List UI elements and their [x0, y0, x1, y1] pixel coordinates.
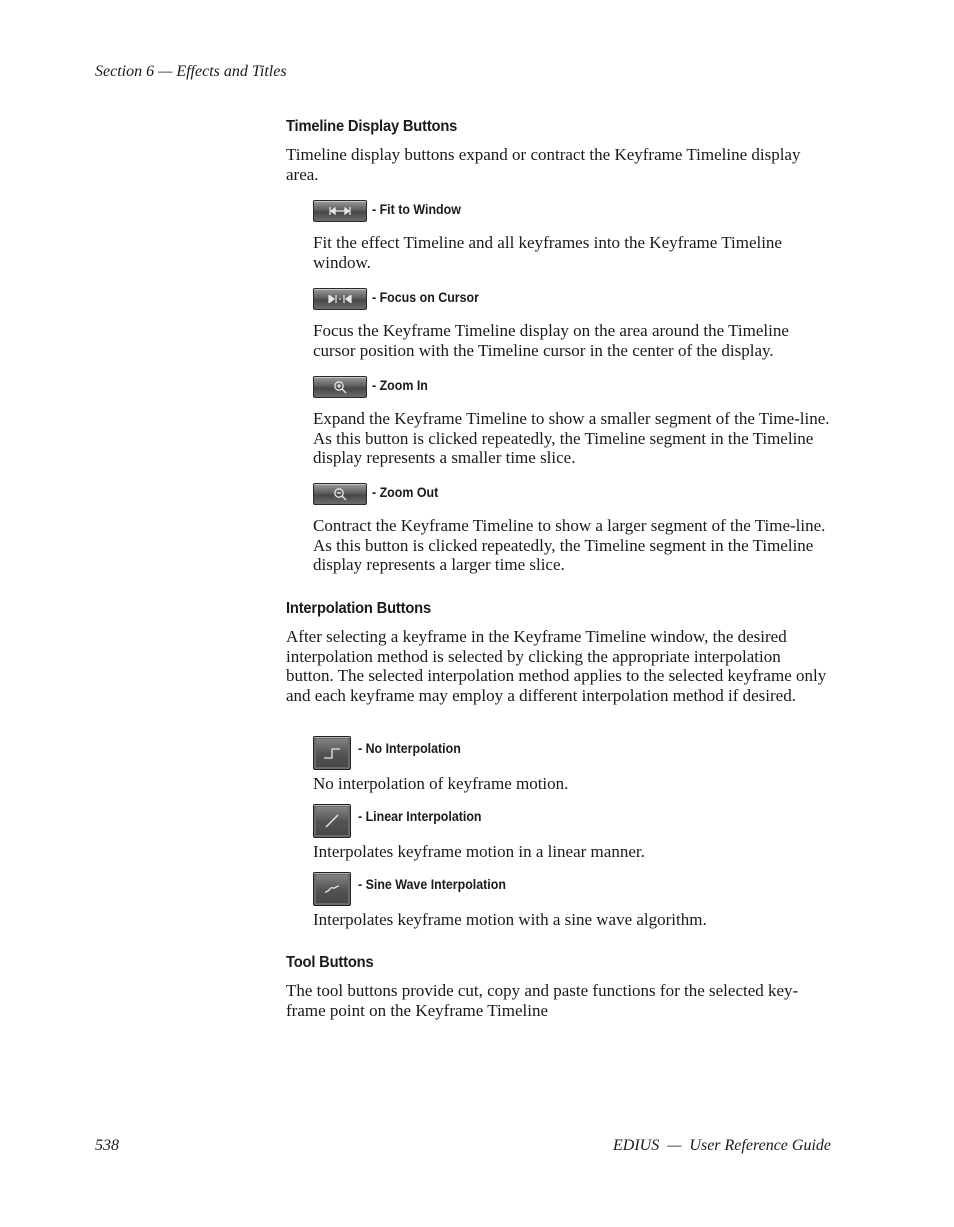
linear-interpolation-button[interactable]: [313, 804, 351, 838]
running-header: Section 6 — Effects and Titles: [95, 63, 287, 80]
sine-wave-icon: [324, 884, 340, 894]
interpolation-intro: After selecting a keyframe in the Keyframe Timeline window, the desired interpolation method is selected by clicking the appropriate interpolation button. The selected interpolation method applies to the selected keyframe only and each keyframe may employ a different interpolation method if desired.: [286, 627, 827, 706]
fit-to-window-icon: [329, 206, 351, 216]
heading-interpolation-buttons: Interpolation Buttons: [286, 600, 431, 617]
zoom-in-description: Expand the Keyframe Timeline to show a smaller segment of the Time-line. As this button is clicked repeatedly, the Timeline segment in the Timeline display represents a smaller time slice.: [313, 409, 830, 468]
heading-tool-buttons: Tool Buttons: [286, 954, 374, 971]
focus-on-cursor-label: - Focus on Cursor: [372, 290, 479, 305]
sine-wave-interpolation-description: Interpolates keyframe motion with a sine wave algorithm.: [313, 910, 707, 929]
tool-buttons-intro: The tool buttons provide cut, copy and paste functions for the selected key-frame point on the Keyframe Timeline: [286, 981, 799, 1020]
fit-to-window-description: Fit the effect Timeline and all keyframes into the Keyframe Timeline window.: [313, 233, 782, 272]
focus-on-cursor-description: Focus the Keyframe Timeline display on the area around the Timeline cursor position with the Timeline cursor in the center of the display.: [313, 321, 789, 360]
zoom-in-button[interactable]: [313, 376, 367, 398]
focus-on-cursor-icon: [328, 294, 352, 304]
zoom-out-label: - Zoom Out: [372, 485, 439, 500]
zoom-in-label: - Zoom In: [372, 378, 428, 393]
heading-timeline-display-buttons: Timeline Display Buttons: [286, 118, 458, 135]
timeline-display-intro: Timeline display buttons expand or contract the Keyframe Timeline display area.: [286, 145, 801, 184]
page-number: 538: [95, 1137, 119, 1154]
sine-wave-interpolation-label: - Sine Wave Interpolation: [358, 877, 506, 892]
fit-to-window-label: - Fit to Window: [372, 202, 461, 217]
linear-interpolation-label: - Linear Interpolation: [358, 809, 482, 824]
sine-wave-interpolation-button[interactable]: [313, 872, 351, 906]
fit-to-window-button[interactable]: [313, 200, 367, 222]
no-interpolation-label: - No Interpolation: [358, 741, 461, 756]
linear-interpolation-description: Interpolates keyframe motion in a linear manner.: [313, 842, 645, 861]
no-interpolation-description: No interpolation of keyframe motion.: [313, 774, 569, 793]
guide-title: EDIUS — User Reference Guide: [612, 1137, 831, 1154]
step-icon: [323, 747, 341, 759]
linear-icon: [324, 813, 340, 829]
zoom-out-description: Contract the Keyframe Timeline to show a larger segment of the Time-line. As this button is clicked repeatedly, the Timeline segment in the Timeline display represents a larger time slice.: [313, 516, 826, 575]
no-interpolation-button[interactable]: [313, 736, 351, 770]
zoom-out-button[interactable]: [313, 483, 367, 505]
zoom-in-icon: [333, 380, 347, 394]
zoom-out-icon: [333, 487, 347, 501]
focus-on-cursor-button[interactable]: [313, 288, 367, 310]
